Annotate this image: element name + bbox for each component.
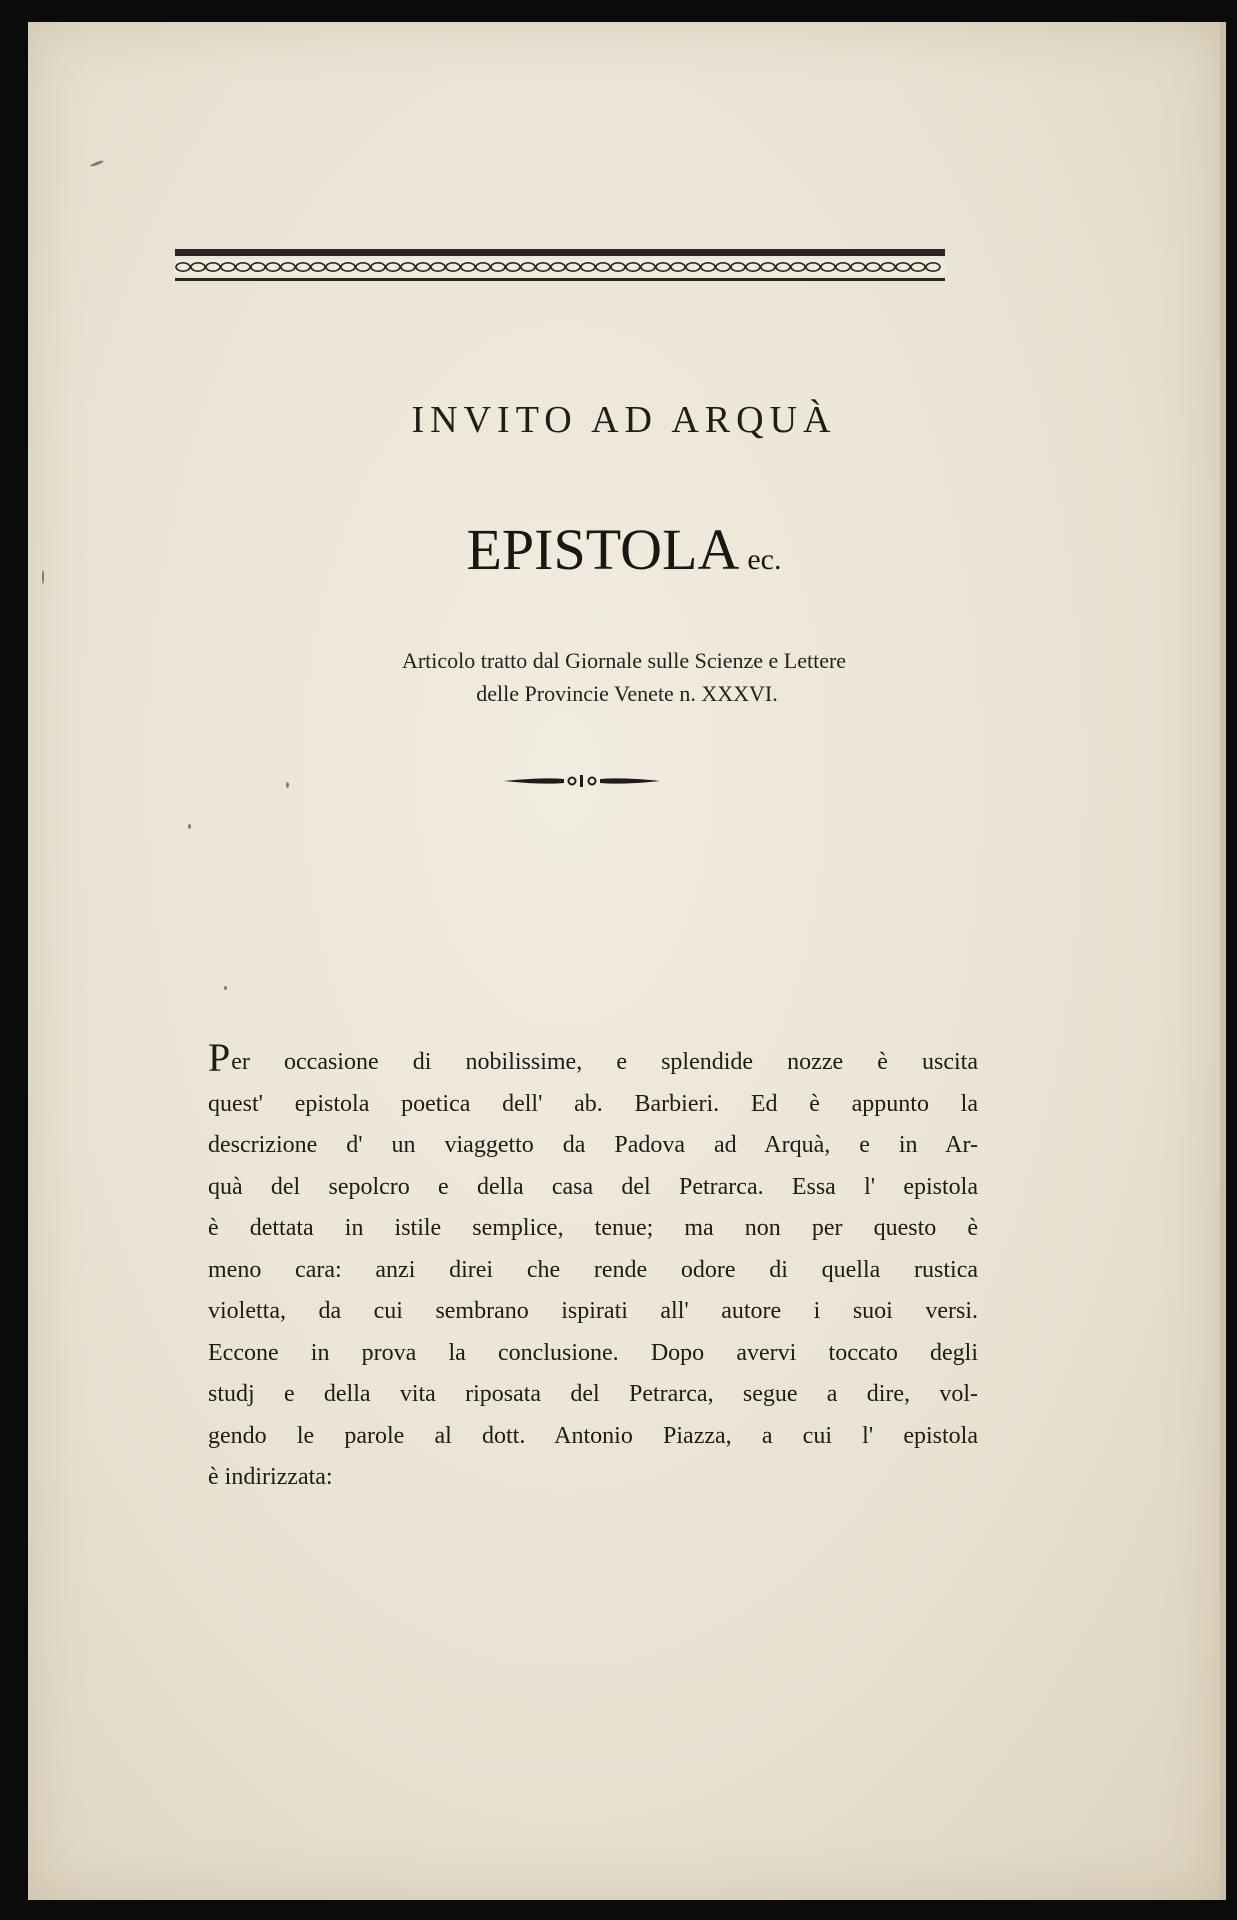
drop-cap: P [208, 1035, 231, 1080]
chain-link [356, 263, 370, 271]
chain-link [461, 263, 475, 271]
body-line: violetta, da cui sembrano ispirati all' autore i suoi versi. [208, 1298, 978, 1324]
document-page [28, 22, 1226, 1900]
chain-link [821, 263, 835, 271]
subtitle-suffix: ec. [747, 543, 782, 576]
body-line: gendo le parole al dott. Antonio Piazza, a cui l' epistola [208, 1422, 978, 1449]
chain-link [866, 263, 880, 271]
chain-link [881, 263, 895, 271]
body-line: quest' epistola poetica dell' ab. Barbieri. Ed è appunto la [208, 1090, 978, 1117]
chain-link [776, 263, 790, 271]
chain-link [191, 263, 205, 271]
chain-link [731, 263, 745, 271]
chain-link [671, 263, 685, 271]
paper-speck [188, 824, 191, 829]
chain-link [371, 263, 385, 271]
chain-link [221, 263, 235, 271]
ornament-chain-band [175, 259, 945, 275]
chain-link [251, 263, 265, 271]
chain-link [851, 263, 865, 271]
chain-link [416, 263, 430, 271]
chain-link [626, 263, 640, 271]
paper-speck [224, 986, 227, 990]
ornament-thick-rule [175, 249, 945, 256]
chain-link [521, 263, 535, 271]
body-line: studj e della vita riposata del Petrarca, segue a dire, vol- [208, 1381, 978, 1407]
chain-link [686, 263, 700, 271]
chain-link [536, 263, 550, 271]
chain-link [926, 263, 940, 271]
body-line: è indirizzata: [208, 1464, 333, 1490]
chain-link [791, 263, 805, 271]
chain-link [701, 263, 715, 271]
body-line: Per occasione di nobilissime, e splendide nozze è uscita [208, 1035, 978, 1080]
paper-speck [42, 570, 44, 584]
chain-link [341, 263, 355, 271]
body-line: quà del sepolcro e della casa del Petrarca. Essa l' epistola [208, 1173, 978, 1200]
chain-link [311, 263, 325, 271]
chain-link [806, 263, 820, 271]
chain-link [431, 263, 445, 271]
document-subtitle [28, 516, 1220, 583]
body-line: descrizione d' un viaggetto da Padova ad Arquà, e in Ar- [208, 1132, 978, 1158]
fleuron-divider-icon [502, 770, 662, 796]
chain-link [716, 263, 730, 271]
chain-link [296, 263, 310, 271]
chain-link [581, 263, 595, 271]
chain-link [176, 263, 190, 271]
paper-speck [286, 782, 289, 788]
chain-link [491, 263, 505, 271]
body-paragraph [208, 1035, 978, 1499]
chain-link [566, 263, 580, 271]
chain-link [281, 263, 295, 271]
chain-link [656, 263, 670, 271]
paper-speck [90, 160, 104, 168]
chain-link [506, 263, 520, 271]
chain-link [761, 263, 775, 271]
source-note-line-1: Articolo tratto dal Giornale sulle Scienze e Lettere [401, 648, 847, 673]
chain-link [236, 263, 250, 271]
article-source-note [28, 644, 1220, 710]
chain-link [401, 263, 415, 271]
chain-link [836, 263, 850, 271]
chain-link [326, 263, 340, 271]
chain-link [386, 263, 400, 271]
chain-link [206, 263, 220, 271]
header-ornament-border [175, 249, 945, 281]
body-line: meno cara: anzi direi che rende odore di quella rustica [208, 1256, 978, 1283]
source-note-line-2: delle Provincie Venete n. XXXVI. [476, 681, 778, 706]
chain-link [611, 263, 625, 271]
body-line: è dettata in istile semplice, tenue; ma non per questo è [208, 1215, 978, 1241]
chain-link [641, 263, 655, 271]
chain-link [746, 263, 760, 271]
document-title: INVITO AD ARQUÀ [411, 399, 837, 441]
chain-link [596, 263, 610, 271]
ornament-thin-rule [175, 278, 945, 281]
chain-link [911, 263, 925, 271]
chain-link [896, 263, 910, 271]
subtitle-main: EPISTOLA [466, 517, 740, 582]
chain-link [476, 263, 490, 271]
body-line: Eccone in prova la conclusione. Dopo avervi toccato degli [208, 1339, 978, 1366]
chain-link [266, 263, 280, 271]
chain-link [551, 263, 565, 271]
chain-link [446, 263, 460, 271]
